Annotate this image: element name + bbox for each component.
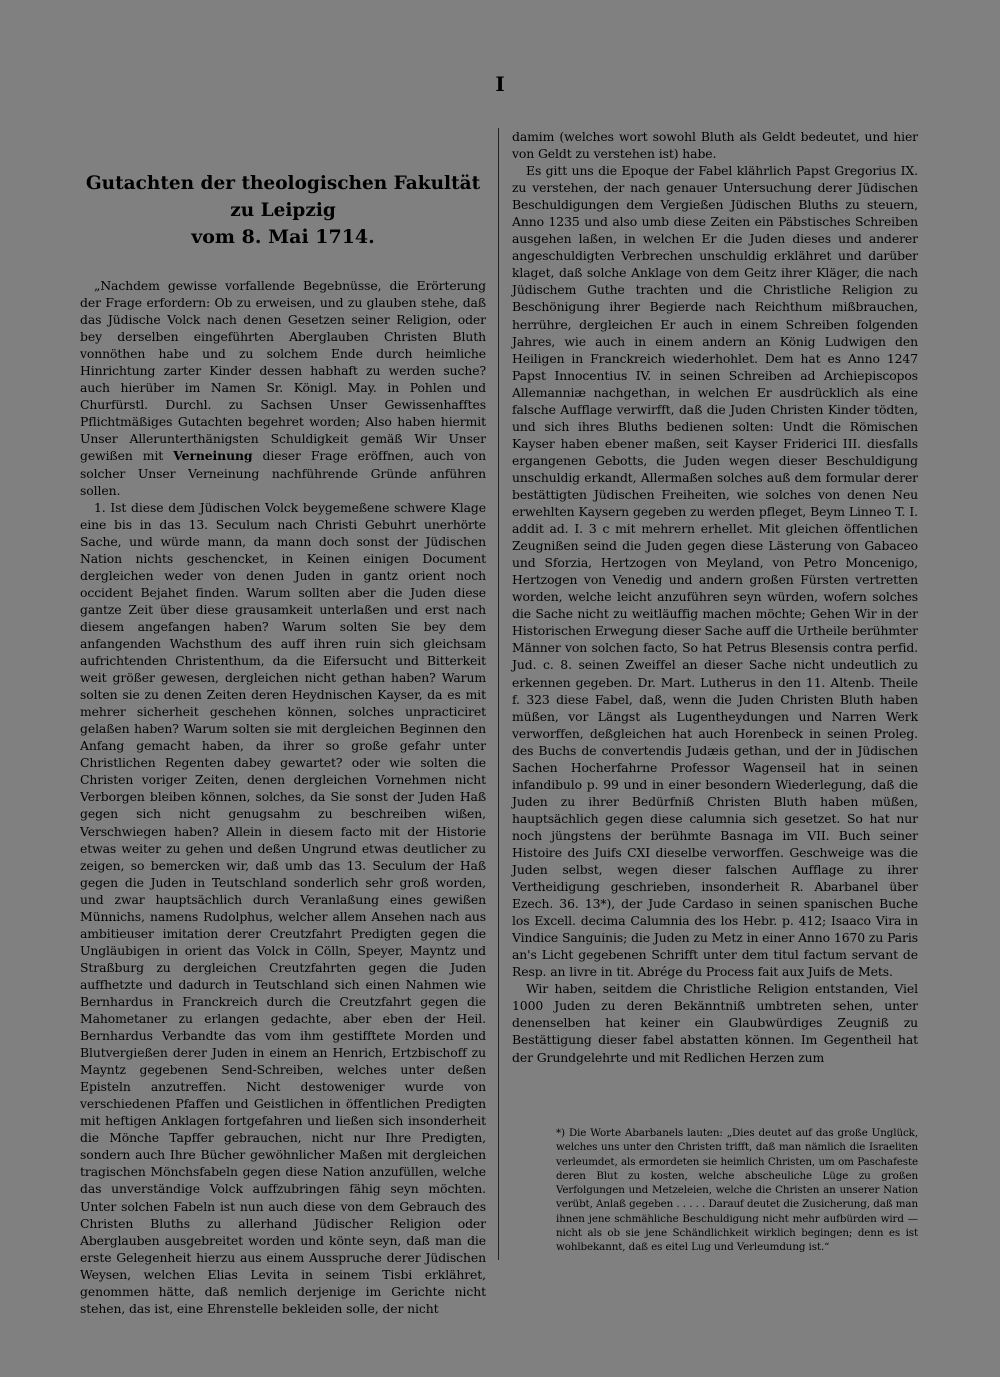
paragraph-text-continued: dieser Frage eröffnen, auch von solcher Unser Verneinung nachführende Gründe anführen sollen. bbox=[80, 448, 487, 498]
paragraph: 1. Ist diese dem Jüdischen Volck beygemeßene schwere Klage eine bis in das 13. Seculum nach Christi Gebuhrt unerhörte Sache, und würde mann, da mann doch sonst der Jüdischen Nation nichts geschencket, in Keinen einigen Document dergleichen weder von denen Juden in gantz orient noch occident Bejahet finden. Warum sollten aber die Juden diese gantze Zeit über diese grausamkeit unterlaßen und erst nach diesem angefangen haben? Warum solten Sie bey dem anfangenden Wachsthum des auff ihren ruin sich gleichsam aufrichtenden Christenthum, da die Eifersucht und Bitterkeit weit größer gewesen, dergleichen nicht gethan haben? Warum solten sie zu denen Zeiten deren Heydnischen Kayser, da es mit mehrer sicherheit geschehen können, solches unpracticiret gelaßen haben? Warum solten sie mit dergleichen Beginnen den Anfang gemacht haben, da ihrer so große gefahr unter Christlichen Regenten dabey gewartet? oder wie solten die Christen voriger Zeiten, denen dergleichen Vornehmen nicht Verborgen bleiben können, solches, da Sie sonst der Juden Haß gegen sich nicht genugsahm zu beschreiben wißen, Verschwiegen haben? Allein in diesem facto mit der Historie etwas weiter zu gehen und deßen Ungrund etwas deutlicher zu zeigen, so bemercken wir, daß umb das 13. Seculum der Haß gegen die Juden in Teutschland sonderlich sehr groß worden, und zwar hauptsächlich durch Veranlaßung eines gewißen Münnichs, namens Rudolphus, welcher allem Ansehen nach aus ambitieuser imitation derer Creutzfahrt Predigten gegen die Ungläubigen in orient das Volck in Cölln, Speyer, Mayntz und Straßburg zu dergleichen Creutzfahrten gegen die Juden auffhetzte und dadurch in Teutschland sich einen Nahmen wie Bernhardus in Franckreich durch die Creutzfahrt gegen die Mahometaner zu erlangen gedachte, aber eben der Heil. Bernhardus Verbandte das vom ihm gestifftete Morden und Blutvergießen derer Juden in einem an Henrich, Ertzbischoff zu Mayntz gegebenen Send-Schreiben, welches unter deßen Episteln anzutreffen. Nicht destoweniger wurde von verschiedenen Pfaffen und Geistlichen in öffentlichen Predigten mit heftigen Anklagen fortgefahren und ließen sich insonderheit die Mönche Tapffer gebrauchen, nicht nur Ihre Predigten, sondern auch Ihre Bücher gewöhnlicher Maßen mit dergleichen tragischen Mönchsfabeln gegen diese Nation anzufüllen, welche das unverständige Volck auffzubringen fähig seyn möchten. Unter solchen Fabeln ist nun auch diese von dem Gebrauch des Christen Bluths zu allerhand Jüdischer Religion oder Aberglauben ausgebreitet worden und könte seyn, daß man die erste Gelegenheit hierzu aus einem Ausspruche derer Jüdischen Weysen, welchen Elias Levita in seinem Tisbi erklähret, genommen hätte, daß nemlich derjenige im Gerichte nicht stehen, das ist, eine Ehrenstelle bekleiden solle, der nicht bbox=[80, 499, 486, 1316]
paragraph bbox=[80, 277, 486, 499]
page-number: I bbox=[495, 72, 505, 96]
paragraph: Wir haben, seitdem die Christliche Religion entstanden, Viel 1000 Juden zu deren Bekänntniß umbtreten sehen, unter denenselben hat keiner ein Glaubwürdiges Zeugniß zu Bestättigung dieser fabel abstatten können. Im Gegentheil hat der Grundgelehrte und mit Redlichen Herzen zum bbox=[512, 981, 918, 1065]
title-line-2: vom 8. Mai 1714. bbox=[191, 226, 375, 248]
footnote-text: *) Die Worte Abarbanels lauten: „Dies deutet auf das große Unglück, welches uns unter den Christen trifft, daß man nämlich die Israeliten verleumdet, als ermordeten sie heimlich Christen, um om Paschafeste deren Blut zu kosten, welche abscheuliche Lüge zu großen Verfolgungen und Metzeleien, welche die Christen an unserer Nation verübt, Anlaß gegeben . . . . . Darauf deutet die Zusicherung, daß man ihnen jene schmähliche Beschuldigung nicht mehr aufbürden wird — nicht als ob sie jene Schändlichkeit wirklich begingen; denn es ist wohlbekannt, daß es eitel Lug und Verleumdung ist.“ bbox=[556, 1127, 918, 1254]
left-column bbox=[80, 128, 486, 1317]
column-divider bbox=[498, 128, 499, 1260]
footnote bbox=[556, 1126, 918, 1255]
right-column bbox=[512, 128, 918, 1066]
paragraph: Es gitt uns die Epoque der Fabel klährlich Papst Gregorius IX. zu verstehen, der nach genauer Untersuchung derer Jüdischen Beschuldigungen dem Vergießen Jüdischen Bluths zu steuern, Anno 1235 und also umb diese Zeiten ein Päbstisches Schreiben ausgehen laßen, in welchen Er die Juden dieses und anderer angeschuldigten Verbrechen unschuldig erklähret und darüber klaget, daß solche Anklage von dem Geitz ihrer Kläger, die nach Jüdischem Guthe trachten und die Christliche Religion zu Beschönigung ihrer Begierde nach Reichthum mißbrauchen, herrühre, dergleichen Er auch in einem Schreiben folgenden Jahres, wie auch in einem andern an König Ludwigen den Heiligen in Franckreich wiederhohlet. Dem hat es Anno 1247 Papst Innocentius IV. in seinen Schreiben ad Archiepiscopos Allemanniæ nachgethan, in welchen Er ausdrücklich als eine falsche Aufflage verwirfft, daß die Juden Christen Kinder tödten, und sich ihres Bluths bedienen solten: Undt die Römischen Kayser haben ebener maßen, seit Kayser Friderici III. diesfalls ergangenen Gebotts, die Juden wegen dieser Beschuldigung unschuldig erkandt, Allermaßen solches auß dem formular derer bestättigten Jüdischen Freiheiten, wie solches von denen Neu erwehlten Kaysern gegeben zu werden pfleget, Beym Linneo T. I. addit ad. I. 3 c mit mehrern erhellet. Mit gleichen öffentlichen Zeugnißen seind die Juden gegen diese Lästerung von Gabaceo und Sforzia, Hertzogen von Meyland, von Petro Moncenigo, Hertzogen von Venedig und andern großen Fürsten vertretten worden, welche leicht anzuführen seyn würden, wofern solches die Sache nicht zu weitläuffig machen möchte; Gehen Wir in der Historischen Erwegung dieser Sache auff die Urtheile berühmter Männer von solchen facto, So hat Petrus Blesensis contra perfid. Jud. c. 8. seinen Zweiffel an dieser Sache nicht undeutlich zu erkennen gegeben. Dr. Mart. Lutherus in den 11. Altenb. Theile f. 323 diese Fabel, daß, wenn die Juden Christen Bluth haben müßen, vor Längst als Lugentheydungen und Narren Werk verworffen, deßgleichen hat auch Horenbeck in seinen Proleg. des Buchs de convertendis Judæis gethan, und der in Jüdischen Sachen Hocherfahrne Professor Wagenseil hat in seinen infandibulo p. 99 und in einer besondern Wiederlegung, daß die Juden zu ihrer Bedürfniß Christen Bluth haben müßen, hauptsächlich gegen diese calumnia sich gesetzet. So hat nur noch jüngstens der berühmte Basnaga im VII. Buch seiner Histoire des Juifs CXI dieselbe verworffen. Geschweige was die Juden selbst, wegen dieser falschen Aufflage zu ihrer Vertheidigung geschrieben, insonderheit R. Abarbanel über Ezech. 36. 13*), der Jude Cardaso in seinen spanischen Buche los Excell. decima Calumnia des los Hebr. p. 412; Isaaco Vira in Vindice Sanguinis; die Juden zu Metz in einer Anno 1670 zu Paris an's Licht gegebenen Schrifft unter dem titul factum servant de Resp. an livre in tit. Abrége du Process fait aux Juifs de Mets. bbox=[512, 163, 918, 980]
paragraph: damim (welches wort sowohl Bluth als Geldt bedeutet, und hier von Geldt zu verstehen ist) habe. bbox=[512, 129, 918, 162]
left-column-text bbox=[80, 277, 486, 1317]
document-title bbox=[80, 170, 486, 251]
paragraph-text: „Nachdem gewisse vorfallende Begebnüsse, die Erörterung der Frage erfordern: Ob zu erweisen, und zu glauben stehe, daß das Jüdische Volck nach denen Gesetzen seiner Religion, oder bey derselben eingeführten Aberglauben Christen Bluth vonnöthen habe und zu solchem Ende durch heimliche Hinrichtung zarter Kinder dessen habhaft zu werden suche? auch hierüber im Namen Sr. Königl. May. in Pohlen und Churfürstl. Durchl. zu Sachsen Unser Gewissenhafftes Pflichtmäßiges Gutachten begehret worden; Also haben hiermit Unser Allerunterthänigsten Schuldigkeit gemäß Wir Unser gewißen mit bbox=[80, 278, 486, 464]
emphasis-word: Verneinung bbox=[173, 448, 253, 464]
title-line-1: Gutachten der theologischen Fakultät zu Leipzig bbox=[85, 173, 481, 221]
right-column-text bbox=[512, 128, 918, 1066]
